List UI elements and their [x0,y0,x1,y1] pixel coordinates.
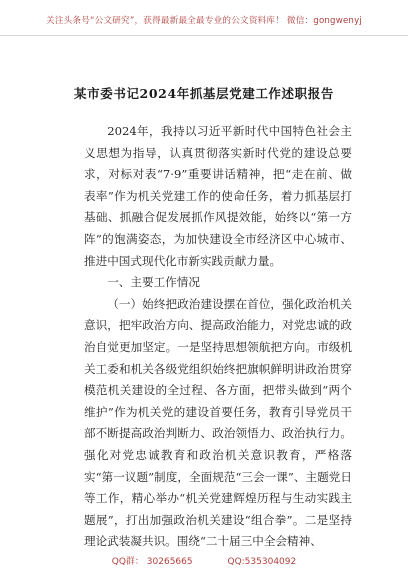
header-promo-text: 关注头条号“公文研究”，获得最新最全最专业的公文资料库！ 微信：gongwenyj [46,16,362,26]
point-one-paragraph: （一）始终把政治建设摆在首位，强化政治机关意识，把牢政治方向、提高政治能力，对党忠诚的政治自觉更加坚定。一是坚持思想领航把方向。市级机关工委和机关各级党组织始终把旗帜鲜明讲政治贯穿模范机关建设的全过程、各方面，把带头做到“两个维护”作为机关党的建设首要任务，教育引导党员干部不断提高政治判断力、政治领悟力、政治执行力。强化对党忠诚教育和政治机关意识教育，严格落实“第一议题”制度，全面规范“三会一课”、主题党日等工作，精心举办“机关党建辉煌历程与生动实践主题展”，打出加强政治机关建设“组合拳”。二是坚持理论武装凝共识。围绕“二十届三中全会精神、 [84,296,352,549]
header-banner [0,0,408,36]
footer-contact [0,554,408,567]
footer-qq-number: QQ:535304092 [227,557,297,567]
intro-paragraph: 2024年，我持以习近平新时代中国特色社会主义思想为指导，认真贯彻落实新时代党的建设总要求，对标对表“7·9”重要讲话精神，把“走在前、做表率”作为机关党建工作的使命任务，着力抓基层打基础、抓融合促发展抓作风提效能，始终以“第一方阵”的饱满姿态，为加快建设全市经济区中心城市、推进中国式现代化市新实践贡献力量。 [84,124,352,268]
document-body [84,121,352,553]
footer-qq-group: QQ群： 30265665 [111,557,193,567]
document-title: 某市委书记2024年抓基层党建工作述职报告 [74,86,334,101]
section-heading: 一、主要工作情况 [107,275,200,290]
